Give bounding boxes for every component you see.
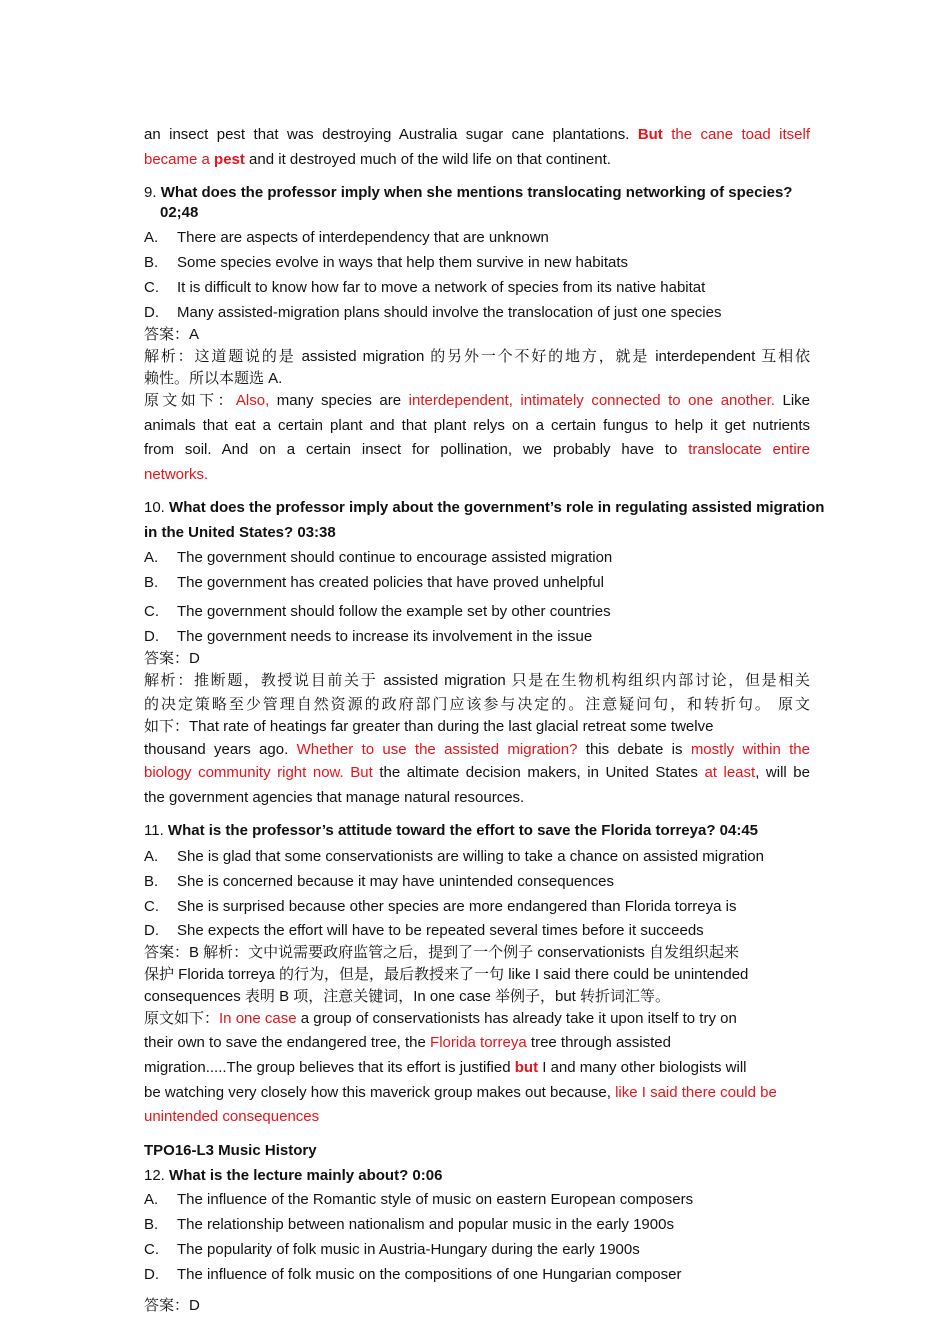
answer-option <box>144 278 810 298</box>
text-line <box>144 1166 810 1186</box>
bold-text: What is the lecture mainly about? 0:06 <box>169 1167 443 1184</box>
option-text: Many assisted-migration plans should involve the translocation of just one species <box>177 304 722 321</box>
highlighted-text: mostly within the <box>690 741 810 758</box>
text-line <box>144 440 810 460</box>
answer-option <box>144 228 810 248</box>
text-line <box>144 943 810 963</box>
answer-option <box>144 253 810 273</box>
option-text: Some species evolve in ways that help them survive in new habitats <box>177 254 629 271</box>
option-letter: C. <box>144 1241 159 1258</box>
option-text: The influence of the Romantic style of music on eastern European composers <box>177 1191 694 1208</box>
option-letter: B. <box>144 1216 159 1233</box>
text-segment: be watching very closely how this maverick group makes out because, <box>144 1084 616 1101</box>
text-segment: migration.....The group believes that its effort is justified <box>144 1059 515 1076</box>
option-text: It is difficult to know how far to move a network of species from its native habitat <box>177 279 706 296</box>
text-segment: 答案：A <box>144 326 200 343</box>
text-line <box>144 1033 810 1053</box>
answer-option <box>144 847 810 867</box>
bold-text: What does the professor imply about the government’s role in regulating assisted migration <box>169 499 825 516</box>
answer-option <box>144 548 810 568</box>
option-letter: D. <box>144 304 159 321</box>
option-text: The government needs to increase its involvement in the issue <box>177 628 593 645</box>
text-line <box>144 717 810 737</box>
highlighted-text: networks. <box>144 466 209 483</box>
option-letter: B. <box>144 574 159 591</box>
answer-option <box>144 872 810 892</box>
text-segment: 答案：B 解析：文中说需要政府监管之后，提到了一个例子 conservationists 自发组织起来 <box>144 944 740 961</box>
text-line <box>144 671 810 691</box>
highlighted-text: the cane toad itself <box>662 126 810 143</box>
highlighted-text: biology community right now. But <box>144 764 373 781</box>
highlighted-text: at least <box>704 764 756 781</box>
text-segment: from soil. And on a certain insect for pollination, we probably have to <box>144 441 689 458</box>
option-letter: C. <box>144 279 159 296</box>
text-line <box>144 325 810 345</box>
text-segment: , will be <box>755 764 810 781</box>
answer-option <box>144 303 810 323</box>
option-text: She expects the effort will have to be repeated several times before it succeeds <box>177 922 704 939</box>
option-text: She is glad that some conservationists are willing to take a chance on assisted migration <box>177 848 764 865</box>
text-segment: a group of conservationists has already take it upon itself to try on <box>296 1010 737 1027</box>
text-segment: 如下：That rate of heatings far greater than during the last glacial retreat some twelve <box>144 718 714 735</box>
option-text: She is surprised because other species are more endangered than Florida torreya is <box>177 898 737 915</box>
option-letter: D. <box>144 628 159 645</box>
highlighted-text: pest <box>214 151 245 168</box>
bold-text: 02;48 <box>160 204 199 221</box>
text-line <box>144 1058 810 1078</box>
text-line <box>144 1107 810 1127</box>
text-line <box>144 763 810 783</box>
option-letter: A. <box>144 549 159 566</box>
option-text: The government should follow the example set by other countries <box>177 603 611 620</box>
answer-option <box>144 1215 810 1235</box>
text-line <box>144 498 824 518</box>
text-line <box>144 465 810 485</box>
text-line <box>144 1083 810 1103</box>
highlighted-text: Also, <box>235 392 270 409</box>
text-line <box>144 1141 810 1161</box>
option-letter: D. <box>144 1266 159 1283</box>
highlighted-text: but <box>514 1059 539 1076</box>
text-line <box>160 203 826 223</box>
text-line <box>144 416 810 436</box>
answer-option <box>144 897 810 917</box>
option-text: The government should continue to encourage assisted migration <box>177 549 613 566</box>
text-segment: the altimate decision makers, in United States <box>372 764 705 781</box>
text-line <box>144 987 810 1007</box>
option-letter: A. <box>144 229 159 246</box>
option-letter: A. <box>144 1191 159 1208</box>
highlighted-text: translocate entire <box>688 441 810 458</box>
highlighted-text: unintended consequences <box>144 1108 320 1125</box>
text-line <box>144 695 810 715</box>
option-text: She is concerned because it may have unintended consequences <box>177 873 614 890</box>
bold-text: TPO16-L3 Music History <box>144 1142 317 1159</box>
answer-option <box>144 921 810 941</box>
text-segment: 10. <box>144 499 170 516</box>
text-segment: 原文如下： <box>144 392 236 409</box>
option-text: The government has created policies that have proved unhelpful <box>177 574 604 591</box>
option-text: There are aspects of interdependency that are unknown <box>177 229 549 246</box>
answer-option <box>144 602 810 622</box>
text-segment: an insect pest that was destroying Australia sugar cane plantations. <box>144 126 638 143</box>
text-segment: consequences 表明 B 项，注意关键词，In one case 举例子，but 转折词汇等。 <box>144 988 670 1005</box>
text-segment: 答案：D <box>144 650 200 667</box>
answer-option <box>144 1190 810 1210</box>
text-segment: 保护 Florida torreya 的行为，但是，最后教授来了一句 like I said there could be unintended <box>144 966 749 983</box>
highlighted-text: interdependent, intimately connected to one another. <box>408 392 775 409</box>
text-line <box>144 788 810 808</box>
option-text: The popularity of folk music in Austria-Hungary during the early 1900s <box>177 1241 640 1258</box>
option-letter: B. <box>144 254 159 271</box>
text-segment: 的决定策略至少管理自然资源的政府部门应该参与决定的。注意疑问句，和转折句。 原文 <box>144 696 810 713</box>
answer-option <box>144 1240 810 1260</box>
text-segment: 答案：D <box>144 1297 200 1314</box>
answer-option <box>144 627 810 647</box>
text-segment: animals that eat a certain plant and that plant relys on a certain fungus to help it get nutrients <box>144 417 810 434</box>
text-line <box>144 1009 810 1029</box>
text-line <box>144 649 810 669</box>
text-segment: I and many other biologists will <box>538 1059 747 1076</box>
bold-text: What is the professor’s attitude toward the effort to save the Florida torreya? 04:45 <box>167 822 759 839</box>
option-letter: A. <box>144 848 159 865</box>
text-segment: their own to save the endangered tree, the <box>144 1034 431 1051</box>
text-line <box>144 821 810 841</box>
highlighted-text: But <box>637 126 663 143</box>
text-line <box>144 391 810 411</box>
highlighted-text: like I said there could be <box>615 1084 777 1101</box>
text-segment: 解析：推断题，教授说目前关于 assisted migration 只是在生物机构组织内部讨论，但是相关 <box>144 672 810 689</box>
text-segment: and it destroyed much of the wild life on that continent. <box>244 151 611 168</box>
highlighted-text: In one case <box>219 1010 297 1027</box>
text-line <box>144 369 810 389</box>
text-line <box>144 1296 810 1316</box>
text-line <box>144 523 810 543</box>
bold-text: What does the professor imply when she mentions translocating networking of species? <box>160 184 793 201</box>
text-segment: tree through assisted <box>526 1034 671 1051</box>
text-line <box>144 125 810 145</box>
text-segment: the government agencies that manage natural resources. <box>144 789 525 806</box>
bold-text: in the United States? 03:38 <box>144 524 336 541</box>
highlighted-text: Florida torreya <box>430 1034 527 1051</box>
highlighted-text: Whether to use the assisted migration? <box>296 741 578 758</box>
text-segment: 9. <box>144 184 161 201</box>
text-line <box>144 965 810 985</box>
text-line <box>144 183 810 203</box>
text-segment: thousand years ago. <box>144 741 297 758</box>
option-letter: D. <box>144 922 159 939</box>
text-segment: 赖性。所以本题选 A. <box>144 370 283 387</box>
text-segment: Like <box>774 392 810 409</box>
text-line <box>144 740 810 760</box>
text-segment: 11. <box>144 822 168 839</box>
text-segment: this debate is <box>577 741 691 758</box>
text-segment: many species are <box>269 392 409 409</box>
option-letter: B. <box>144 873 159 890</box>
text-line <box>144 150 810 170</box>
text-segment: 原文如下： <box>144 1010 220 1027</box>
text-segment: 解析：这道题说的是 assisted migration 的另外一个不好的地方，就是 interdependent 互相依 <box>144 348 810 365</box>
text-segment: 12. <box>144 1167 170 1184</box>
text-line <box>144 347 810 367</box>
option-text: The influence of folk music on the compositions of one Hungarian composer <box>177 1266 682 1283</box>
option-letter: C. <box>144 898 159 915</box>
answer-option <box>144 1265 810 1285</box>
option-letter: C. <box>144 603 159 620</box>
answer-option <box>144 573 810 593</box>
option-text: The relationship between nationalism and popular music in the early 1900s <box>177 1216 674 1233</box>
highlighted-text: became a <box>144 151 215 168</box>
